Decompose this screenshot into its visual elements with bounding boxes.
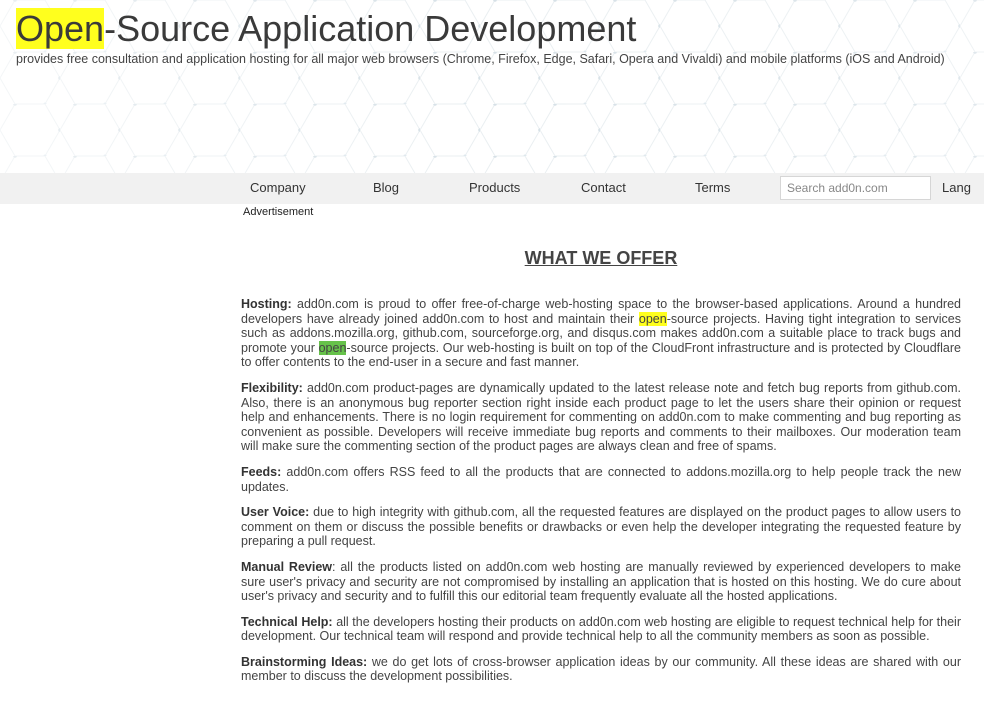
offer-text: : all the products listed on add0n.com web hosting are manually reviewed by experienced developers to make sure user's privacy and security are not compromised by installing an application that is hosted on this hosting. We do cure about user's privacy and security and to fulfill this our editorial team frequently evaluate all the hosted applications.	[241, 559, 961, 604]
offer-text: -source projects. Our web-hosting is built on top of the CloudFront infrastructure and is protected by Cloudflare to offer contents to the end-user in a secure and fast manner.	[241, 340, 961, 370]
offer-heading: Technical Help:	[241, 614, 333, 629]
advertisement-label: Advertisement	[243, 206, 314, 218]
offer-heading: Flexibility:	[241, 380, 303, 395]
open-highlight-green: open	[318, 340, 347, 355]
open-highlight: open	[638, 311, 667, 326]
nav-company[interactable]: Company	[250, 180, 306, 195]
offer-heading: Manual Review	[241, 559, 333, 574]
offer-technical-help	[241, 615, 961, 644]
offer-text: add0n.com is proud to offer free-of-charge web-hosting space to the browser-based applications. Around a hundred developers have already joined add0n.com to host and maintain their	[241, 297, 961, 326]
site-title-rest: -Source Application Development	[104, 8, 637, 49]
section-title-text: WHAT WE OFFER	[524, 248, 678, 268]
offer-text: all the developers hosting their products on add0n.com web hosting are eligible to request technical help for their development. Our technical team will respond and provide technical help to all the community members as soon as possible.	[241, 614, 961, 644]
offer-user-voice	[241, 505, 961, 549]
search-input[interactable]	[780, 176, 931, 200]
site-title-highlight: Open	[16, 8, 105, 49]
site-title	[16, 8, 636, 50]
offer-text: add0n.com offers RSS feed to all the products that are connected to addons.mozilla.org to help people track the new updates.	[241, 464, 961, 494]
offer-text: due to high integrity with github.com, all the requested features are displayed on the product pages to allow users to comment on them or discuss the possible benefits or drawbacks or even help the developer integrating the requested feature by preparing a pull request.	[241, 505, 961, 549]
nav-terms[interactable]: Terms	[695, 180, 731, 195]
offer-text: we do get lots of cross-browser application ideas by our community. All these ideas are shared with our member to discuss the development possibilities.	[241, 654, 961, 684]
offer-manual-review	[241, 560, 961, 604]
language-selector[interactable]: Lang	[942, 180, 971, 195]
nav-contact[interactable]: Contact	[581, 180, 626, 195]
offer-heading: Hosting:	[241, 297, 292, 311]
site-header	[0, 0, 984, 173]
nav-blog[interactable]: Blog	[373, 180, 400, 195]
site-tagline: provides free consultation and application hosting for all major web browsers (Chrome, Firefox, Edge, Safari, Opera and Vivaldi) and mobile platforms (iOS and Android)	[16, 52, 945, 66]
offer-text: add0n.com product-pages are dynamically updated to the latest release note and fetch bug reports from github.com. Also, there is an anonymous bug reporter section right inside each product page to let the users share their opinion or request help and enhancements. There is no login requirement for commenting on add0n.com to make commenting and bug reporting as convenient as possible. Developers will receive immediate bug reports and comments to their mailboxes. Our moderation team will make sure the commenting section of the product pages are always clean and free of spams.	[241, 380, 961, 454]
offer-brainstorming	[241, 655, 961, 684]
offer-flexibility	[241, 381, 961, 454]
offer-hosting	[241, 297, 961, 370]
offer-text: -source projects. Having tight integration to services such as addons.mozilla.org, github.com, sourceforge.org, and disqus.com makes add0n.com a suitable place to track bugs and promote your	[241, 311, 961, 355]
offer-feeds	[241, 465, 961, 494]
main-nav	[0, 173, 984, 204]
offer-heading: Brainstorming Ideas:	[241, 654, 368, 669]
nav-products[interactable]: Products	[469, 180, 521, 195]
offer-heading: Feeds:	[241, 464, 282, 479]
offer-content	[241, 297, 961, 695]
offer-heading: User Voice:	[241, 505, 310, 520]
section-title	[241, 248, 961, 269]
